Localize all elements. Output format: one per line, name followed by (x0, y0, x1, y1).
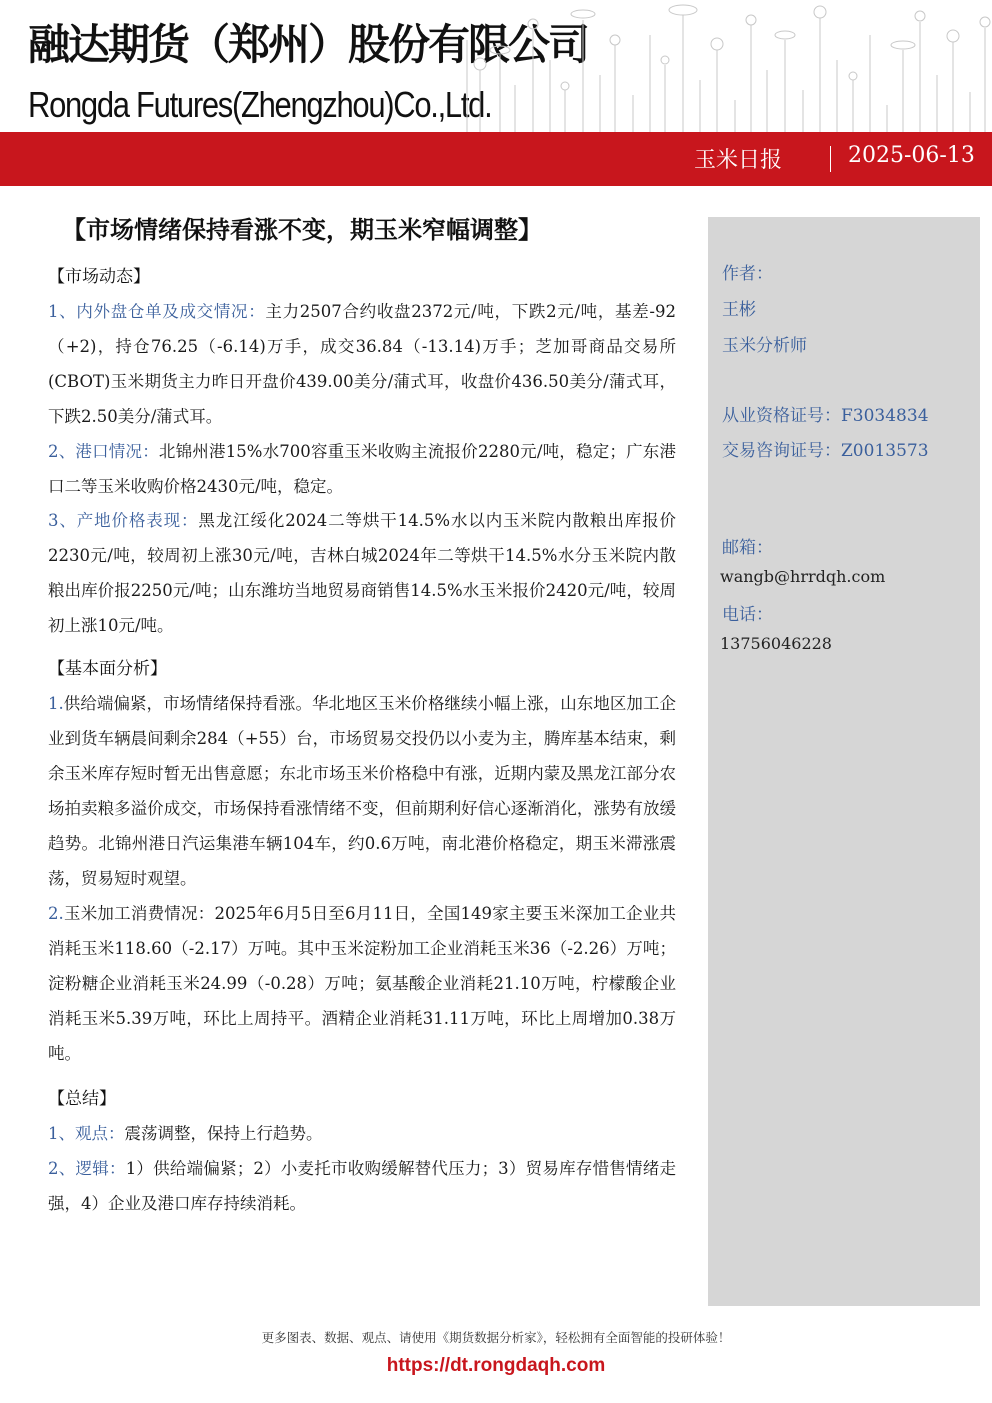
market-item-3 (48, 503, 676, 643)
company-name-cn: 融达期货（郑州）股份有限公司 (28, 20, 589, 69)
market-item-1-text: 主力2507合约收盘2372元/吨，下跌2元/吨，基差-92（+2)，持仓76.25（-6.14)万手，成交36.84（-13.14)万手；芝加哥商品交易所(CBOT)玉米期货主力昨日开盘价439.00美分/蒲式耳，收盘价436.50美分/蒲式耳，下跌2.50美分/蒲式耳。 (48, 302, 676, 426)
header-decoration-icon (455, 0, 992, 132)
market-item-1 (48, 294, 676, 434)
section-heading-summary: 【总结】 (48, 1089, 116, 1109)
section-heading-market: 【市场动态】 (48, 267, 150, 287)
market-item-1-lead: 1、内外盘仓单及成交情况： (48, 302, 266, 321)
author-title: 玉米分析师 (722, 336, 807, 356)
footer-promo: 更多图表、数据、观点、请使用《期货数据分析家》，轻松拥有全面智能的投研体验！ (261, 1330, 731, 1345)
market-item-3-text: 黑龙江绥化2024二等烘干14.5%水以内玉米院内散粮出库报价2230元/吨，较周初上涨30元/吨，吉林白城2024年二等烘干14.5%水分玉米院内散粮出库价报2250元/吨；山东潍坊当地贸易商销售14.5%水玉米报价2420元/吨，较周初上涨10元/吨。 (48, 511, 676, 635)
summary-item-1 (48, 1116, 676, 1151)
fundamental-item-2 (48, 896, 676, 1071)
phone-label: 电话： (722, 605, 773, 625)
fundamental-item-1 (48, 686, 676, 896)
fundamental-item-1-lead: 1. (48, 694, 64, 713)
band-divider (830, 146, 831, 172)
email-value[interactable]: wangb@hrrdqh.com (720, 567, 886, 586)
report-date: 2025-06-13 (848, 143, 975, 168)
summary-item-2-text: 1）供给端偏紧；2）小麦托市收购缓解替代压力；3）贸易库存惜售情绪走强，4）企业及港口库存持续消耗。 (48, 1159, 677, 1213)
fundamental-item-1-text: 供给端偏紧，市场情绪保持看涨。华北地区玉米价格继续小幅上涨，山东地区加工企业到货车辆晨间剩余284（+55）台，市场贸易交投仍以小麦为主，腾库基本结束，剩余玉米库存短时暂无出售意愿；东北市场玉米价格稳中有涨，近期内蒙及黑龙江部分农场拍卖粮多溢价成交，市场保持看涨情绪不变，但前期利好信心逐渐消化，涨势有放缓趋势。北锦州港日汽运集港车辆104车，约0.6万吨，南北港价格稳定，期玉米滞涨震荡，贸易短时观望。 (48, 694, 676, 888)
footer-url-link[interactable]: https://dt.rongdaqh.com (386, 1355, 606, 1376)
summary-item-2-lead: 2、逻辑： (48, 1159, 126, 1178)
company-name-en: Rongda Futures(Zhengzhou)Co.,Ltd. (28, 84, 492, 125)
market-item-3-lead: 3、产地价格表现： (48, 511, 199, 530)
qualification-number: 从业资格证号：F3034834 (722, 406, 929, 426)
author-name: 王彬 (722, 300, 756, 320)
fundamental-item-2-text: 玉米加工消费情况：2025年6月5日至6月11日，全国149家主要玉米深加工企业共消耗玉米118.60（-2.17）万吨。其中玉米淀粉加工企业消耗玉米36（-2.26）万吨；淀粉糖企业消耗玉米24.99（-0.28）万吨；氨基酸企业消耗21.10万吨，柠檬酸企业消耗玉米5.39万吨，环比上周持平。酒精企业消耗31.11万吨，环比上周增加0.38万吨。 (48, 904, 676, 1063)
market-item-2 (48, 434, 676, 504)
fundamental-item-2-lead: 2. (48, 904, 64, 923)
phone-value: 13756046228 (720, 634, 832, 653)
report-band (0, 132, 992, 186)
report-type: 玉米日报 (694, 148, 783, 173)
author-label: 作者： (722, 264, 773, 284)
consulting-number: 交易咨询证号：Z0013573 (722, 441, 929, 461)
email-label: 邮箱： (722, 538, 773, 558)
market-item-2-lead: 2、港口情况： (48, 442, 159, 461)
summary-item-2 (48, 1151, 676, 1221)
author-sidebar (708, 217, 980, 1306)
section-heading-fundamental: 【基本面分析】 (48, 659, 167, 679)
report-title: 【市场情绪保持看涨不变，期玉米窄幅调整】 (62, 216, 542, 244)
summary-item-1-lead: 1、观点： (48, 1124, 125, 1143)
market-item-2-text: 北锦州港15%水700容重玉米收购主流报价2280元/吨，稳定；广东港口二等玉米收购价格2430元/吨，稳定。 (48, 442, 677, 496)
summary-item-1-text: 震荡调整，保持上行趋势。 (124, 1124, 323, 1143)
